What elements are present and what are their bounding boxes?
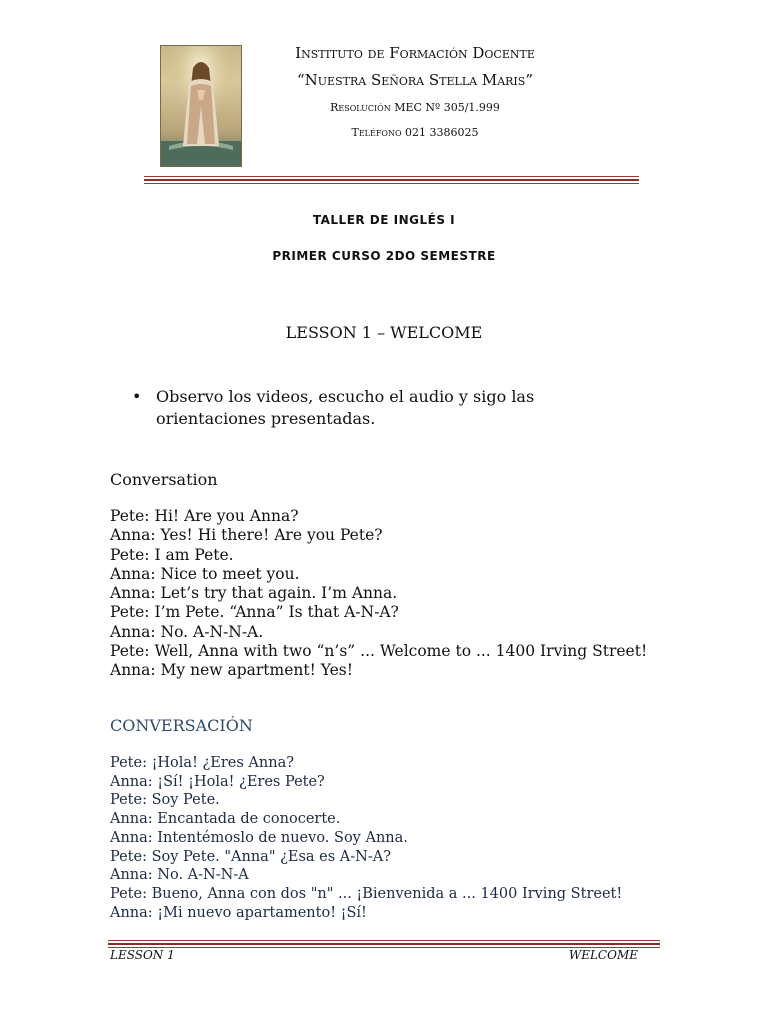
phone-text: Teléfono 021 3386025 [351,126,479,139]
conversacion-heading: CONVERSACIÓN [110,716,253,735]
dialogue-line: Pete: Hi! Are you Anna? [110,507,299,525]
dialogue-line-es: Anna: ¡Sí! ¡Hola! ¿Eres Pete? [110,773,325,790]
bullet-icon: • [132,387,142,406]
dialogue-line-es: Pete: Soy Pete. "Anna" ¿Esa es A-N-A? [110,848,391,865]
dialogue-line: Pete: I’m Pete. “Anna” Is that A-N-A? [110,603,399,622]
footer-lesson: LESSON 1 [110,948,175,962]
dialogue-line-es: Anna: Intentémoslo de nuevo. Soy Anna. [110,829,408,846]
dialogue-line: Anna: Let’s try that again. I’m Anna. [110,584,398,603]
dialogue-line: Anna: No. A-N-N-A. [110,622,264,641]
course-title: TALLER DE INGLÉS I [312,213,456,227]
dialogue-line-es: Anna: No. A-N-N-A [110,867,249,884]
dialogue-line: Anna: Nice to meet you. [110,564,300,583]
institute-name: Instituto de Formación Docente [295,44,535,62]
dialogue-line: Pete: I am Pete. [110,545,234,564]
header-divider [144,176,639,183]
footer-title: WELCOME [568,948,638,962]
virgin-mary-image [161,46,241,166]
dialogue-line: Anna: My new apartment! Yes! [110,661,353,680]
dialogue-line: Pete: Well, Anna with two “n’s” ... Welcome to ... 1400 Irving Street! [110,642,648,661]
lesson-heading: LESSON 1 – WELCOME [285,323,483,342]
dialogue-line-es: Anna: ¡Mi nuevo apartamento! ¡Sí! [110,904,367,921]
dialogue-line: Anna: Yes! Hi there! Are you Pete? [110,526,383,545]
conversation-heading: Conversation [110,470,218,489]
dialogue-line-es: Pete: ¡Hola! ¿Eres Anna? [110,755,294,771]
semester-title: PRIMER CURSO 2DO SEMESTRE [272,249,496,263]
footer-divider [108,940,660,947]
conversation-spanish [110,754,622,922]
dialogue-line-es: Pete: Bueno, Anna con dos "n" ... ¡Bienvenida a ... 1400 Irving Street! [110,885,623,902]
institute-logo-image [160,45,242,167]
conversation-english [110,507,647,681]
resolution-text: Resolución MEC Nº 305/1.999 [330,101,500,114]
dialogue-line-es: Pete: Soy Pete. [110,792,220,809]
dialogue-line-es: Anna: Encantada de conocerte. [110,811,341,828]
instruction-text: Observo los videos, escucho el audio y sigo las orientaciones presentadas. [156,387,535,428]
institute-subtitle: “Nuestra Señora Stella Maris” [296,71,533,89]
